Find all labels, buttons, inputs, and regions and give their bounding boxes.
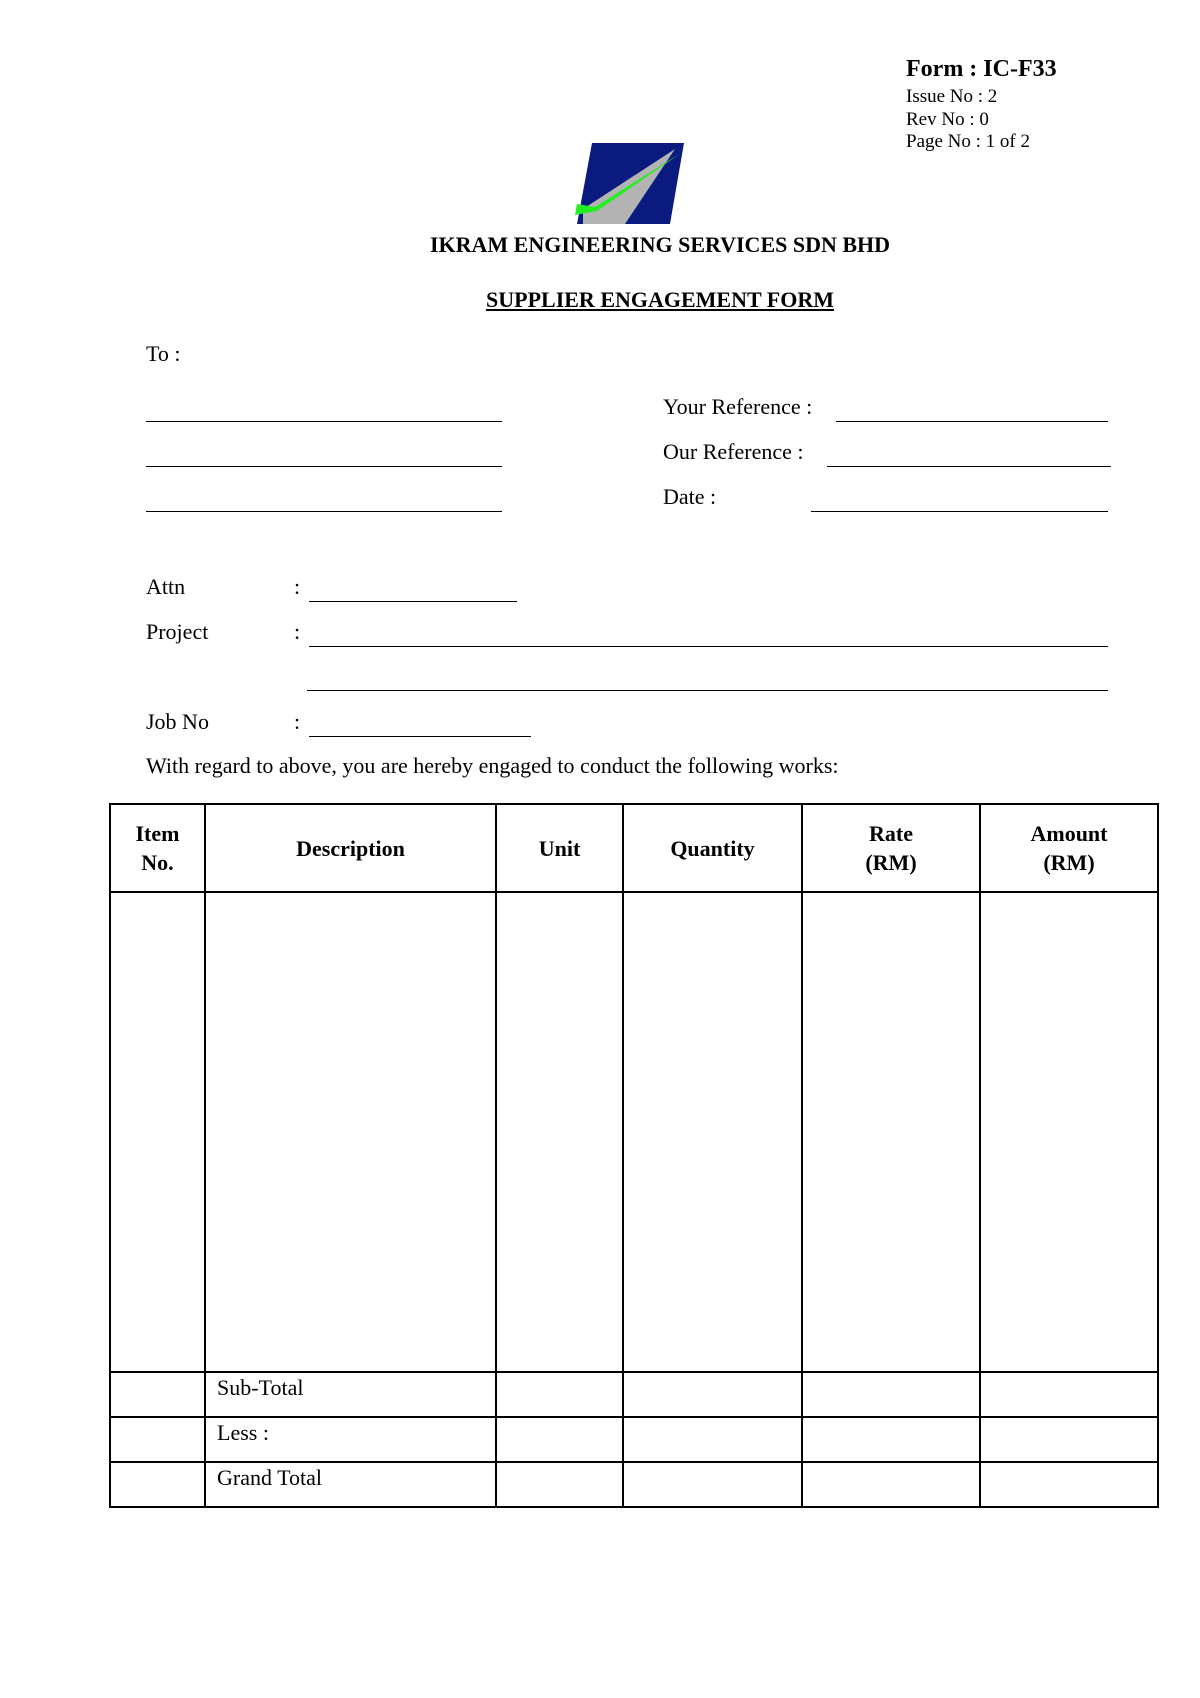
attn-label: Attn [146, 574, 186, 599]
page-number: Page No : 1 of 2 [906, 131, 1031, 152]
to-address-line-1[interactable] [146, 421, 502, 422]
subtotal-amount[interactable] [980, 1372, 1158, 1417]
works-table [109, 803, 1159, 1508]
our-reference-label: Our Reference : [663, 439, 804, 464]
quantity-cell[interactable] [623, 892, 802, 1372]
header-item-no: Item No. [110, 804, 205, 892]
issue-number: Issue No : 2 [906, 86, 998, 107]
to-address-line-2[interactable] [146, 466, 502, 467]
date-field[interactable] [811, 511, 1108, 512]
header-quantity: Quantity [623, 804, 802, 892]
attn-colon: : [294, 574, 301, 599]
project-colon: : [294, 619, 301, 644]
description-cell[interactable] [205, 892, 496, 1372]
item-no-cell[interactable] [110, 892, 205, 1372]
to-address-line-3[interactable] [146, 511, 502, 512]
subtotal-row [110, 1372, 1158, 1417]
form-code: Form : IC-F33 [906, 56, 1057, 82]
less-row [110, 1417, 1158, 1462]
project-field-line-2[interactable] [307, 690, 1108, 691]
subtotal-label: Sub-Total [205, 1372, 496, 1417]
less-label: Less : [205, 1417, 496, 1462]
header-unit: Unit [496, 804, 623, 892]
revision-number: Rev No : 0 [906, 109, 989, 130]
unit-cell[interactable] [496, 892, 623, 1372]
job-no-label: Job No [146, 709, 209, 734]
table-header-row [110, 804, 1158, 892]
our-reference-field[interactable] [827, 466, 1111, 467]
job-no-colon: : [294, 709, 301, 734]
grand-total-label: Grand Total [205, 1462, 496, 1507]
project-field-line-1[interactable] [309, 646, 1108, 647]
to-label: To : [146, 341, 181, 366]
header-description: Description [205, 804, 496, 892]
grand-total-amount[interactable] [980, 1462, 1158, 1507]
grand-total-row [110, 1462, 1158, 1507]
job-no-field[interactable] [309, 736, 531, 737]
table-row [110, 892, 1158, 1372]
your-reference-field[interactable] [836, 421, 1108, 422]
company-name: IKRAM ENGINEERING SERVICES SDN BHD [429, 232, 891, 257]
form-title: SUPPLIER ENGAGEMENT FORM [486, 287, 834, 312]
less-amount[interactable] [980, 1417, 1158, 1462]
intro-text: With regard to above, you are hereby engaged to conduct the following works: [146, 753, 839, 778]
amount-cell[interactable] [980, 892, 1158, 1372]
header-rate: Rate (RM) [802, 804, 980, 892]
date-label: Date : [663, 484, 717, 509]
attn-field[interactable] [309, 601, 517, 602]
project-label: Project [146, 619, 209, 644]
header-amount: Amount (RM) [980, 804, 1158, 892]
your-reference-label: Your Reference : [663, 394, 813, 419]
rate-cell[interactable] [802, 892, 980, 1372]
company-logo [575, 141, 687, 226]
